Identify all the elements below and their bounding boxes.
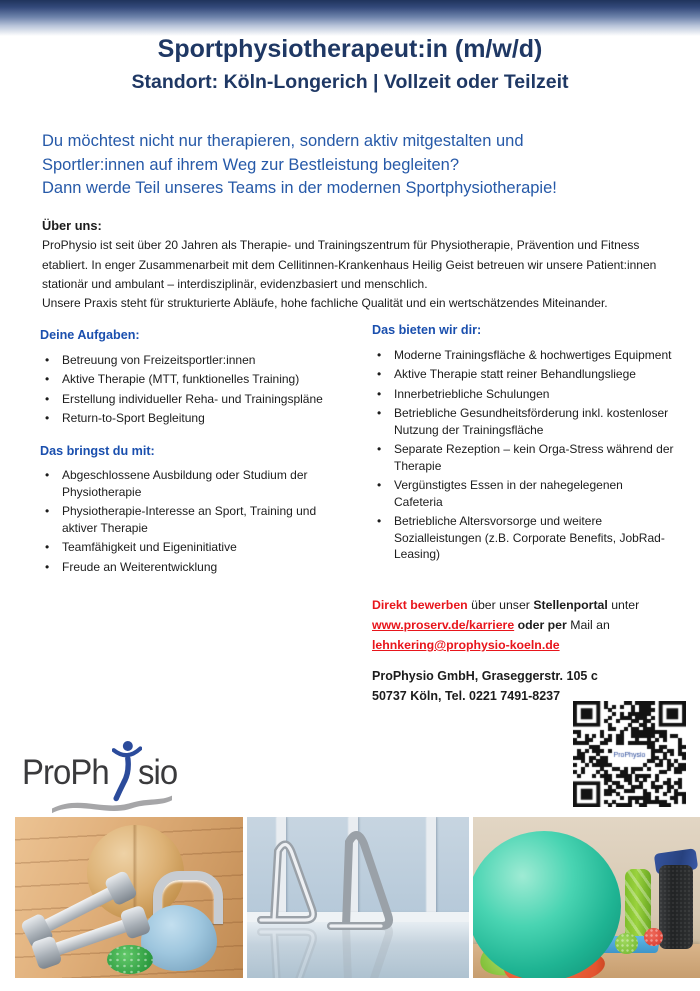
careers-portal-link[interactable]: www.proserv.de/karriere [372, 618, 515, 632]
bring-list [40, 467, 342, 575]
bring-item: • Abgeschlossene Ausbildung oder Studium der Physiotherapie [40, 467, 342, 500]
photo-gym-weights [15, 817, 243, 978]
offer-heading: Das bieten wir dir: [372, 323, 482, 337]
offer-list [372, 347, 674, 563]
task-item: • Erstellung individueller Reha- und Trainingspläne [40, 391, 342, 408]
left-column [40, 327, 342, 578]
apply-text-1: über unser [467, 598, 534, 612]
apply-cta: Direkt bewerben [372, 598, 468, 612]
bring-item: • Teamfähigkeit und Eigeninitiative [40, 539, 342, 556]
page-subtitle: Standort: Köln-Longerich | Vollzeit oder Teilzeit [131, 71, 569, 93]
qr-code [573, 701, 686, 807]
offer-item: • Separate Rezeption – kein Orga-Stress während der Therapie [372, 441, 674, 474]
offer-item: • Innerbetriebliche Schulungen [372, 386, 674, 403]
offer-item: • Aktive Therapie statt reiner Behandlungsliege [372, 366, 674, 383]
photo-chrome-bars-window [247, 817, 469, 978]
about-section [42, 216, 664, 313]
black-foam-roller [659, 865, 693, 949]
intro-text [42, 130, 607, 201]
apply-section [372, 595, 672, 655]
intro-callout: Dann werde Teil unseres Teams in der modernen Sportphysiotherapie! [42, 179, 557, 197]
tasks-heading: Deine Aufgaben: [40, 328, 140, 342]
page-title: Sportphysiotherapeut:in (m/w/d) [157, 35, 543, 63]
contact-line-1: ProPhysio GmbH, Graseggerstr. 105 c [372, 669, 598, 683]
about-heading: Über uns: [42, 218, 102, 233]
task-item: • Return-to-Sport Begleitung [40, 410, 342, 427]
apply-text-3: oder per [514, 618, 571, 632]
contact-block [372, 666, 672, 706]
intro-question: Du möchtest nicht nur therapieren, sondern aktiv mitgestalten und Sportler:innen auf ihrem Weg zur Bestleistung begleiten? [42, 132, 524, 174]
bring-heading: Das bringst du mit: [40, 443, 155, 458]
logo-text-left: ProPh [22, 753, 109, 792]
right-column [372, 322, 674, 566]
bring-item: • Physiotherapie-Interesse an Sport, Training und aktiver Therapie [40, 503, 342, 536]
spiky-massage-ball [615, 933, 638, 954]
logo-figure-icon [112, 733, 142, 809]
offer-item: • Betriebliche Gesundheitsförderung inkl. kostenloser Nutzung der Trainingsfläche [372, 405, 674, 438]
logo-text-right: sio [138, 753, 178, 792]
chrome-bars-icon [247, 817, 469, 978]
qr-code-canvas [573, 701, 686, 807]
offer-item: • Vergünstigtes Essen in der nahegelegenen Cafeteria [372, 477, 674, 510]
photo-exercise-ball-equipment [473, 817, 700, 978]
task-item: • Betreuung von Freizeitsportler:innen [40, 352, 342, 369]
spiky-massage-ball [107, 945, 153, 974]
task-item: • Aktive Therapie (MTT, funktionelles Training) [40, 371, 342, 388]
offer-item: • Moderne Trainingsfläche & hochwertiges Equipment [372, 347, 674, 364]
apply-text-4: Mail an [570, 618, 610, 632]
apply-text-2: unter [607, 598, 640, 612]
bring-item: • Freude an Weiterentwicklung [40, 559, 342, 576]
contact-line-2: 50737 Köln, Tel. 0221 7491-8237 [372, 689, 561, 703]
header-gradient-bar [0, 0, 700, 36]
prophysio-logo [22, 733, 192, 815]
email-link[interactable]: lehnkering@prophysio-koeln.de [372, 638, 560, 652]
offer-item: • Betriebliche Altersvorsorge und weitere Sozialleistungen (z.B. Corporate Benefits, JobRad-Leasing) [372, 513, 674, 563]
apply-portal-label: Stellenportal [533, 598, 608, 612]
spiky-massage-ball [644, 928, 663, 946]
about-paragraph-1: ProPhysio ist seit über 20 Jahren als Therapie- und Trainingszentrum für Physiotherapie, Prävention und Fitness etabliert. In enger Zusammenarbeit mit dem Cellitinnen-Krankenhaus Heilig Geist betreuen wir unsere Patient:innen stationär und ambulant – interdisziplinär, evidenzbasiert und menschlich. [42, 238, 657, 291]
about-paragraph-2: Unsere Praxis steht für strukturierte Abläufe, hohe fachliche Qualität und ein wertschätzendes Miteinander. [42, 296, 608, 311]
gym-ball [473, 831, 621, 978]
tasks-list [40, 352, 342, 427]
